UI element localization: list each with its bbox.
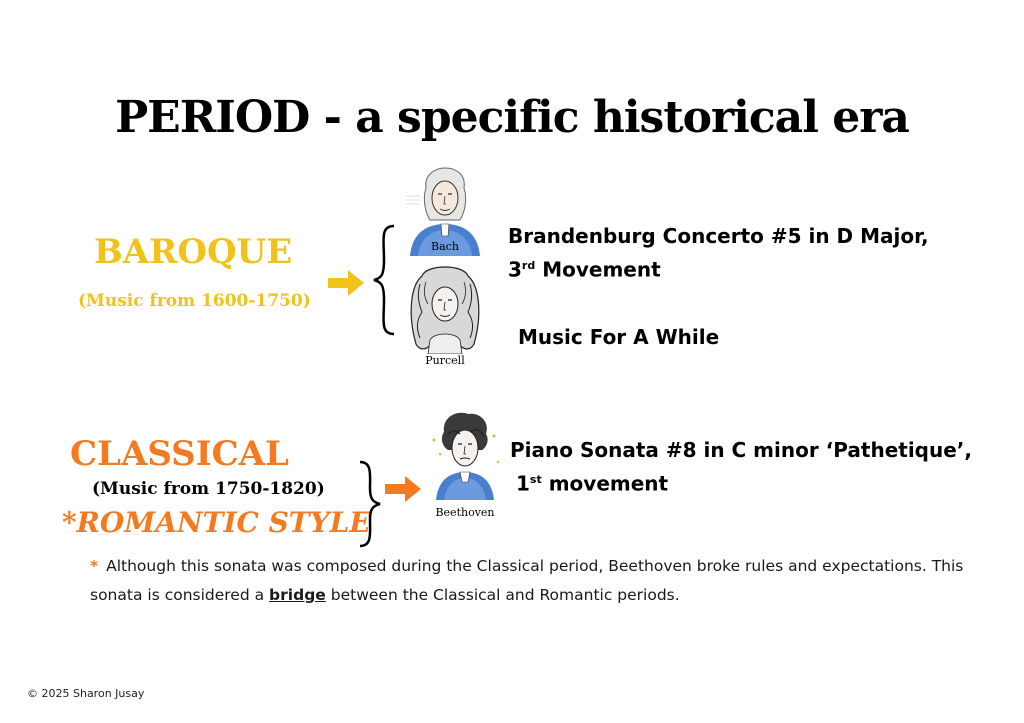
footnote — [90, 552, 970, 610]
beethoven-caption: Beethoven — [435, 506, 495, 519]
purcell-work: Music For A While — [518, 325, 720, 349]
copyright-text: © 2025 Sharon Jusay — [27, 687, 145, 700]
beethoven-portrait — [420, 410, 510, 500]
bach-work-line1: Brandenburg Concerto #5 in D Major, — [508, 224, 929, 248]
purcell-portrait — [400, 264, 490, 354]
footnote-text-after: between the Classical and Romantic periods. — [325, 586, 680, 604]
beethoven-work-num: 1 — [516, 471, 530, 496]
classical-label: CLASSICAL — [70, 434, 289, 474]
beethoven-work-sup: st — [529, 473, 542, 486]
right-brace-icon — [356, 460, 384, 548]
beethoven-work — [510, 436, 972, 499]
left-brace-icon — [370, 224, 398, 336]
right-arrow-icon — [385, 476, 421, 502]
bach-caption: Bach — [431, 240, 459, 253]
bach-work — [508, 222, 929, 285]
page-title: PERIOD - a specific historical era — [115, 92, 909, 143]
beethoven-work-line2 — [516, 465, 972, 499]
beethoven-work-rest: movement — [541, 471, 669, 496]
baroque-range: (Music from 1600-1750) — [78, 291, 311, 311]
bach-work-rest: Movement — [535, 257, 661, 282]
purcell-caption: Purcell — [425, 354, 465, 367]
footnote-bridge-word: bridge — [269, 586, 326, 604]
baroque-label: BAROQUE — [94, 232, 293, 272]
romantic-style-label: *ROMANTIC STYLE — [62, 506, 371, 539]
footnote-text-before: Although this sonata was composed during the Classical period, Beethoven broke rules and expectations. This sonata is considered a — [90, 557, 964, 604]
bach-work-line2 — [508, 251, 929, 285]
classical-range: (Music from 1750-1820) — [92, 479, 325, 499]
beethoven-work-line1: Piano Sonata #8 in C minor ‘Pathetique’, — [510, 438, 972, 462]
right-arrow-icon — [328, 270, 364, 296]
bach-work-num: 3 — [508, 257, 522, 282]
bach-work-sup: rd — [521, 259, 536, 272]
asterisk-icon: * — [90, 557, 99, 575]
